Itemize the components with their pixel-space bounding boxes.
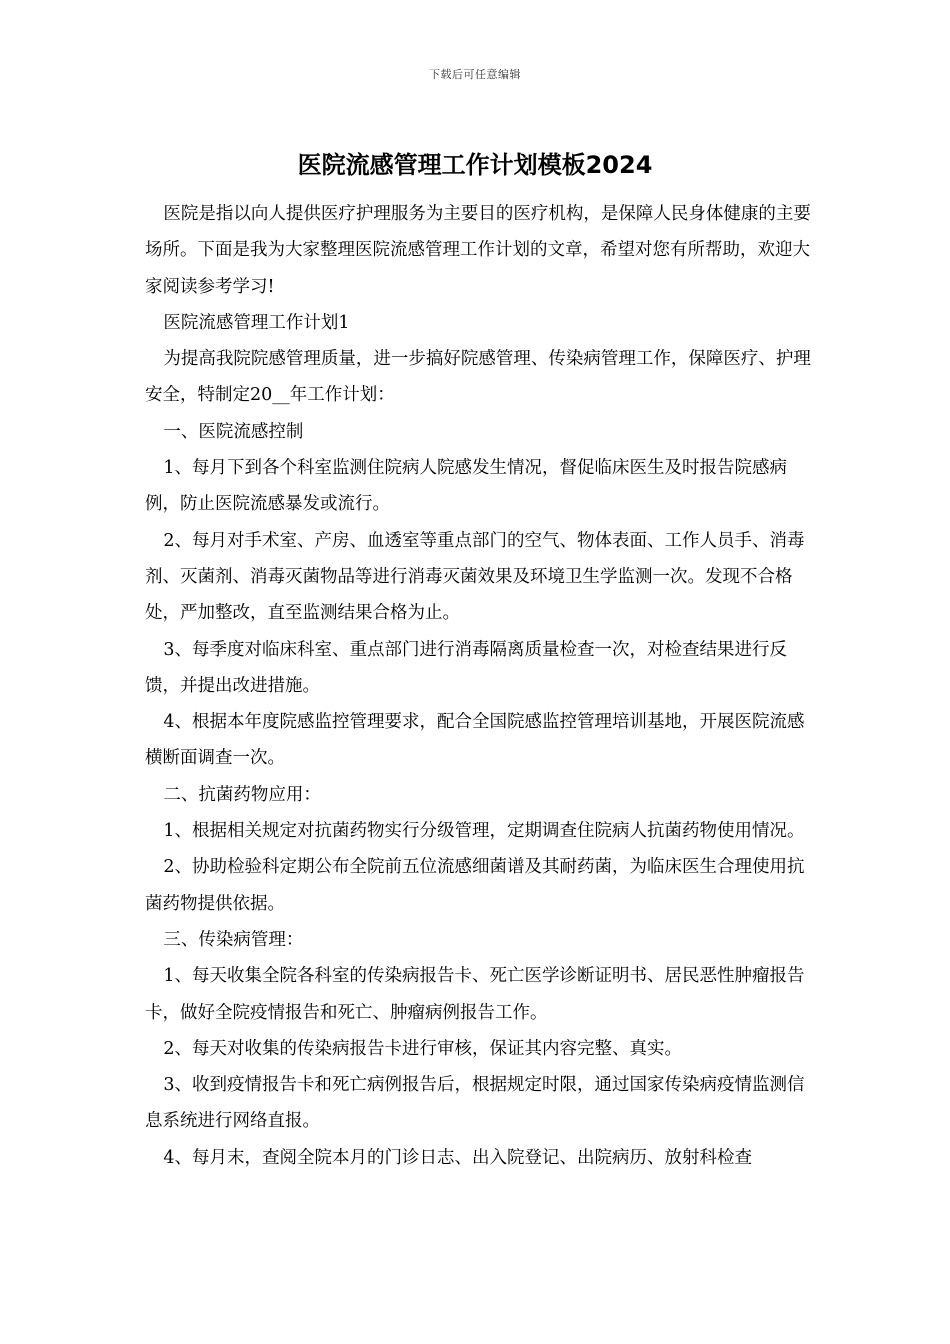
paragraph: 3、每季度对临床科室、重点部门进行消毒隔离质量检查一次，对检查结果进行反馈，并提出改进措施。 [145, 639, 788, 696]
paragraph: 为提高我院院感管理质量，进一步搞好院感管理、传染病管理工作，保障医疗、护理安全，特制定20__年工作计划： [145, 349, 811, 406]
paragraph: 1、每天收集全院各科室的传染病报告卡、死亡医学诊断证明书、居民恶性肿瘤报告卡，做好全院疫情报告和死亡、肿瘤病例报告工作。 [145, 966, 805, 1023]
section-heading: 一、医院流感控制 [163, 421, 304, 442]
paragraph: 1、根据相关规定对抗菌药物实行分级管理，定期调查住院病人抗菌药物使用情况。 [163, 821, 805, 842]
section-heading: 医院流感管理工作计划1 [163, 312, 350, 333]
paragraph: 1、每月下到各个科室监测住院病人院感发生情况，督促临床医生及时报告院感病例，防止医院流感暴发或流行。 [145, 458, 788, 515]
paragraph: 2、协助检验科定期公布全院前五位流感细菌谱及其耐药菌，为临床医生合理使用抗菌药物提供依据。 [145, 857, 805, 914]
paragraph: 4、每月末，查阅全院本月的门诊日志、出入院登记、出院病历、放射科检查 [163, 1147, 753, 1168]
paragraph: 2、每天对收集的传染病报告卡进行审核，保证其内容完整、真实。 [163, 1038, 683, 1059]
paragraph: 医院是指以向人提供医疗护理服务为主要目的医疗机构，是保障人民身体健康的主要场所。下面是我为大家整理医院流感管理工作计划的文章，希望对您有所帮助，欢迎大家阅读参考学习! [145, 204, 811, 297]
section-heading: 二、抗菌药物应用： [163, 784, 321, 805]
document-body [145, 196, 817, 1176]
paragraph: 3、收到疫情报告卡和死亡病例报告后，根据规定时限，通过国家传染病疫情监测信息系统进行网络直报。 [145, 1075, 805, 1132]
document-title: 医院流感管理工作计划模板2024 [297, 151, 653, 179]
paragraph: 2、每月对手术室、产房、血透室等重点部门的空气、物体表面、工作人员手、消毒剂、灭菌剂、消毒灭菌物品等进行消毒灭菌效果及环境卫生学监测一次。发现不合格处，严加整改，直至监测结果合格为止。 [145, 530, 805, 624]
header-note: 下载后可任意编辑 [429, 68, 521, 81]
paragraph: 4、根据本年度院感监控管理要求，配合全国院感监控管理培训基地，开展医院流感横断面调查一次。 [145, 712, 805, 769]
section-heading: 三、传染病管理： [163, 929, 304, 950]
